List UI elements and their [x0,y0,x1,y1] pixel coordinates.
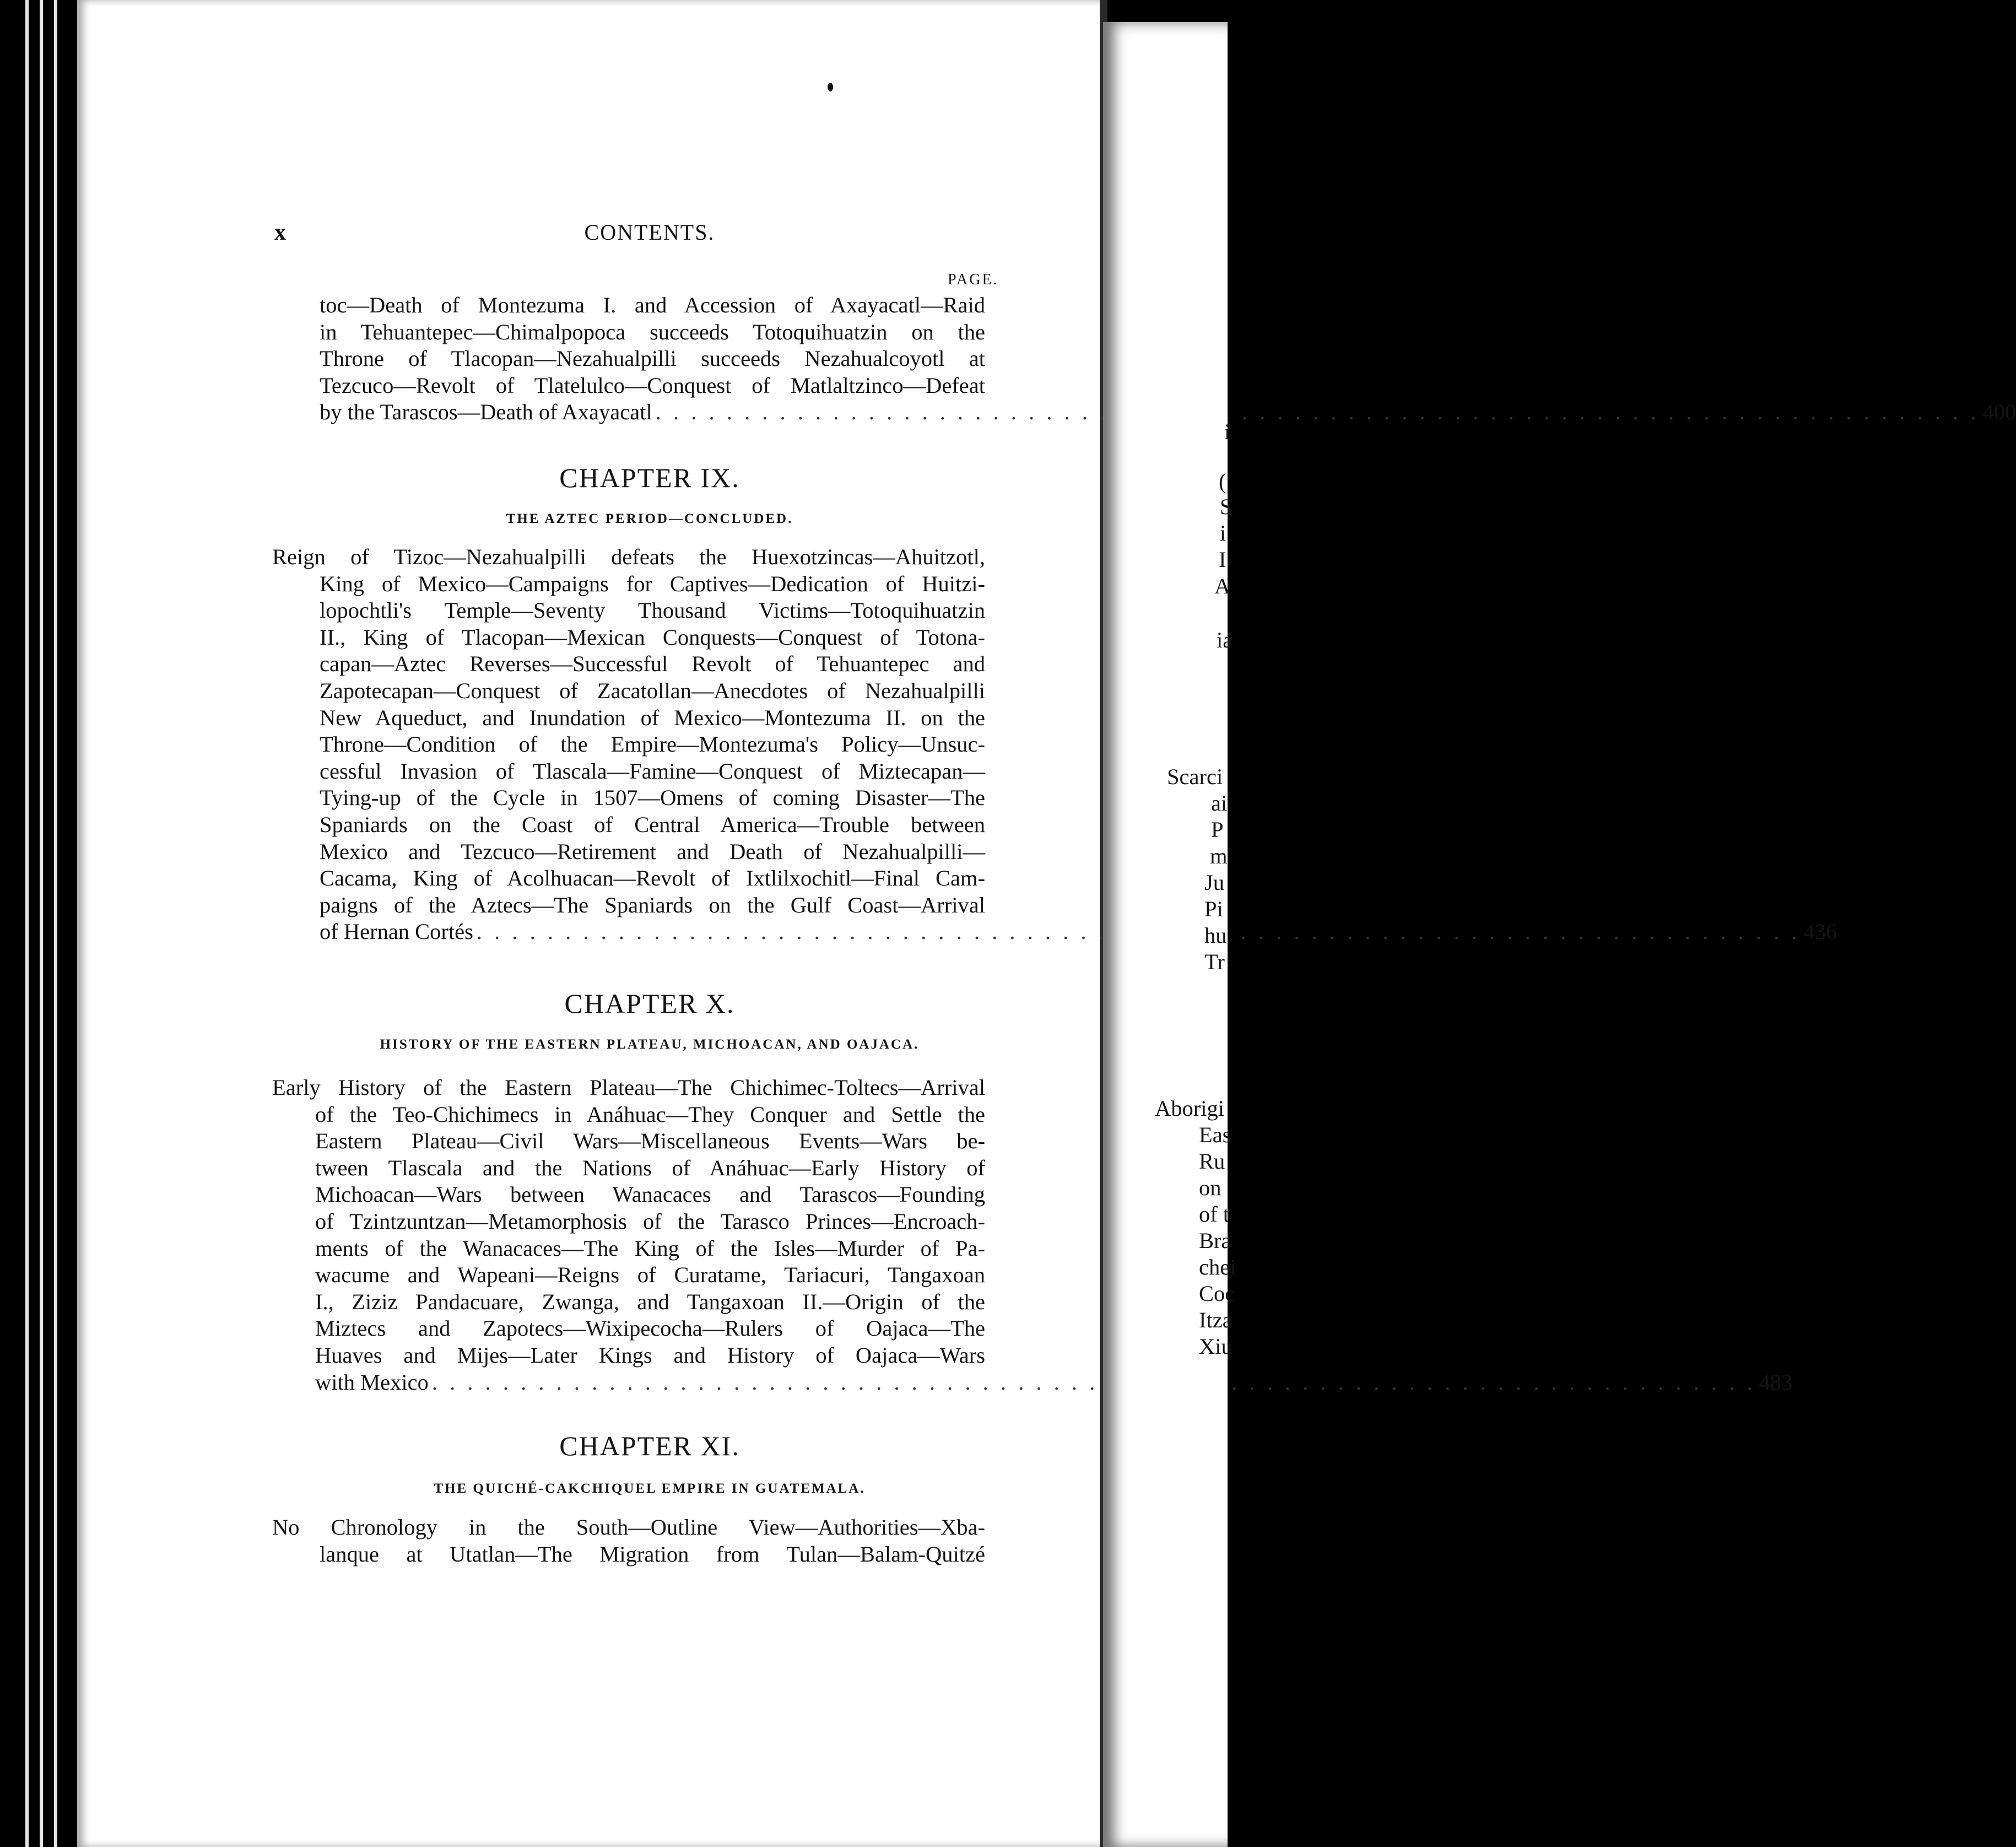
entry-line: Zapotecapan—Conquest of Zacatollan—Anecdotes of Nezahualpilli [320,678,985,703]
entry-line: in Tehuantepec—Chimalpopoca succeeds Totoquihuatzin on the [320,319,985,344]
facing-page-fragment: Pi [1204,897,1223,921]
chapter-subtitle: THE AZTEC PERIOD—CONCLUDED. [506,511,793,526]
chapter-title: CHAPTER X. [564,988,735,1019]
entry-line: ments of the Wanacaces—The King of the Isles—Murder of Pa- [315,1235,985,1261]
entry-line: New Aqueduct, and Inundation of Mexico—Montezuma II. on the [320,705,985,730]
entry-line: wacume and Wapeani—Reigns of Curatame, Tariacuri, Tangaxoan [315,1262,985,1288]
toc-entry-chapter-11 [272,1514,985,1568]
running-head: CONTENTS. [584,220,715,245]
entry-line: with Mexico [315,1369,429,1395]
facing-page-fragment: on [1199,1175,1222,1200]
facing-page-fragment: ( [1219,469,1226,494]
facing-page-fragment: Tr [1204,949,1225,974]
entry-line: Michoacan—Wars between Wanacaces and Tarascos—Founding [315,1182,985,1207]
entry-line: Tezcuco—Revolt of Tlatelulco—Conquest of Matlaltzinco—Defeat [320,372,985,398]
entry-line: Cacama, King of Acolhuacan—Revolt of Ixtlilxochitl—Final Cam- [320,866,985,891]
entry-line: I., Ziziz Pandacuare, Zwanga, and Tangaxoan II.—Origin of the [315,1289,985,1314]
page-folio: x [274,220,286,245]
entry-line: paigns of the Aztecs—The Spaniards on the Gulf Coast—Arrival [320,892,985,917]
facing-page-fragment: of t [1199,1202,1230,1227]
facing-page-fragment: Eas [1199,1122,1231,1147]
facing-page-fragment: Itza [1199,1308,1233,1332]
entry-line: Spaniards on the Coast of Central America—Trouble between [320,812,985,837]
facing-page-fragment: Scarci [1167,764,1223,789]
entry-line: Miztecs and Zapotecs—Wixipecocha—Rulers of Oajaca—The [315,1316,985,1341]
facing-page-fragment: I [1219,547,1226,572]
facing-page-fragment: Xiu [1199,1334,1233,1359]
entry-line: of the Teo-Chichimecs in Anáhuac—They Conquer and Settle the [315,1101,985,1127]
book-spine-shadow [0,0,88,1847]
page-edge [40,0,43,1847]
facing-page-fragment: ia [1217,628,1233,652]
entry-line: capan—Aztec Reverses—Successful Revolt of Tehuantepec and [320,651,985,677]
page-column-label: PAGE. [948,271,999,288]
facing-page-fragment: i [1220,521,1226,546]
entry-line: II., King of Tlacopan—Mexican Conquests—Conquest of Totona- [320,624,985,650]
facing-page-fragment: hu [1204,923,1227,948]
entry-line: Eastern Plateau—Civil Wars—Miscellaneous Events—Wars be- [315,1128,985,1154]
page-number: 483 [1759,1369,1793,1395]
entry-line: by the Tarascos—Death of Axayacatl [320,399,652,425]
entry-line: Mexico and Tezcuco—Retirement and Death of Nezahualpilli— [320,839,985,864]
entry-line: Early History of the Eastern Plateau—The Chichimec-Toltecs—Arrival [272,1075,985,1100]
entry-line: King of Mexico—Campaigns for Captives—Dedication of Huitzi- [320,571,985,596]
facing-page-fragment: Bra [1199,1228,1231,1253]
entry-last-line [320,399,2016,426]
facing-page-fragment: i [1224,419,1231,444]
facing-page-fragment: ai [1211,791,1228,816]
toc-entry-continued [320,292,2016,426]
dot-leader [656,399,1980,426]
ink-speck [828,83,833,91]
entry-line: cessful Invasion of Tlascala—Famine—Conquest of Miztecapan— [320,758,985,784]
entry-line: tween Tlascala and the Nations of Anáhuac—Early History of [315,1155,985,1180]
entry-line: Tying-up of the Cycle in 1507—Omens of coming Disaster—The [320,785,985,811]
facing-page-fragment: P [1211,817,1224,842]
entry-line: Throne of Tlacopan—Nezahualpilli succeeds Nezahualcoyotl at [320,346,985,371]
entry-line: lanque at Utatlan—The Migration from Tulan—Balam-Quitzé [320,1541,985,1567]
entry-line: Reign of Tizoc—Nezahualpilli defeats the Huexotzincas—Ahuitzotl, [272,544,985,569]
entry-last-line [315,1369,1793,1396]
facing-page-fragment: Aborigi [1155,1096,1224,1121]
page-edge [54,0,57,1847]
entry-line: lopochtli's Temple—Seventy Thousand Victims—Totoquihuatzin [320,598,985,623]
facing-page-fragment: Ru [1199,1149,1225,1174]
entry-line: Huaves and Mijes—Later Kings and History of Oajaca—Wars [315,1342,985,1368]
chapter-subtitle: HISTORY OF THE EASTERN PLATEAU, MICHOACAN, AND OAJACA. [380,1037,920,1052]
page-edge [25,0,29,1847]
facing-page-fragment: Coc [1199,1281,1235,1306]
entry-line: of Tzintzuntzan—Metamorphosis of the Tarasco Princes—Encroach- [315,1208,985,1234]
page-number: 436 [1803,919,1837,944]
entry-line: No Chronology in the South—Outline View—Authorities—Xba- [272,1515,985,1540]
facing-page-fragment: Ju [1204,870,1225,895]
page-number: 400 [1982,399,2016,425]
chapter-title: CHAPTER IX. [559,462,740,493]
dot-leader [432,1369,1756,1396]
facing-page-fragment: A [1214,574,1231,598]
facing-page-fragment: chei [1199,1255,1236,1279]
facing-page-fragment: S [1220,494,1233,519]
chapter-subtitle: THE QUICHÉ-CAKCHIQUEL EMPIRE IN GUATEMALA. [434,1481,866,1496]
chapter-title: CHAPTER XI. [559,1430,740,1461]
entry-line: toc—Death of Montezuma I. and Accession of Axayacatl—Raid [320,293,985,317]
entry-line: Throne—Condition of the Empire—Montezuma's Policy—Unsuc- [320,732,985,757]
facing-page-fragment: m [1210,844,1228,868]
entry-line: of Hernan Cortés [320,919,473,944]
